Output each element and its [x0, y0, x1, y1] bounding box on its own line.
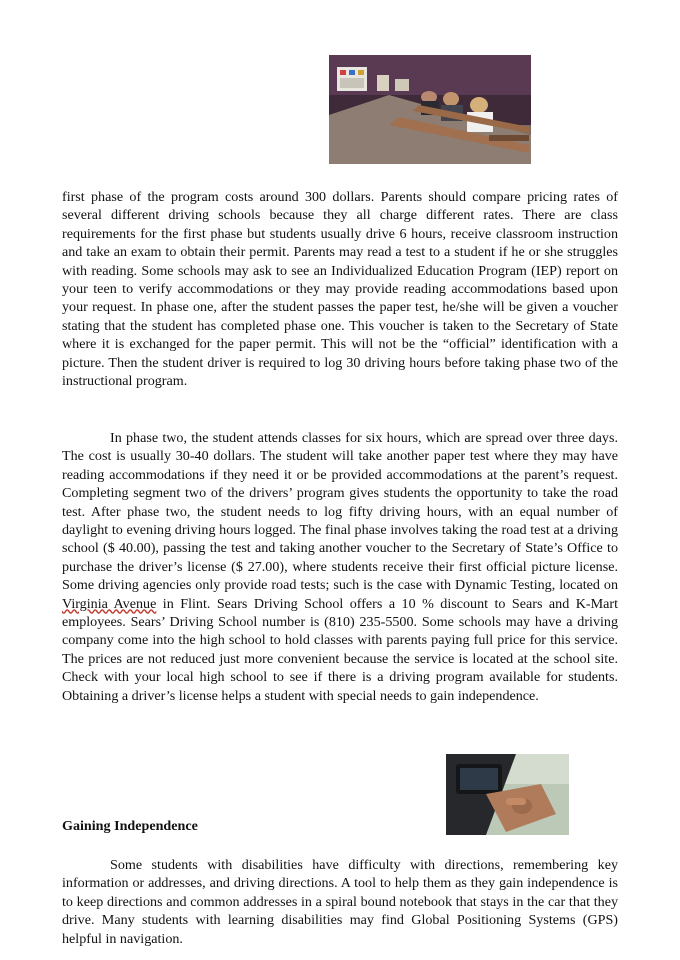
body-paragraph-2	[62, 429, 618, 705]
gps-device-photo	[446, 754, 569, 835]
virginia-avenue-text: Virginia Avenue	[62, 595, 157, 612]
classroom-photo	[329, 55, 531, 164]
paragraph-2-text-a: In phase two, the student attends classes for six hours, which are spread over three days. The cost is usually 30-40 dollars. The student will take another paper test where they may have reading accommodations if they need it or be provided accommodations at the parent’s request. Completing segment two of the drivers’ program gives students the opportunity to take the road test. After phase two, the student needs to log fifty driving hours, with an equal number of daylight to evening driving hours logged. The final phase involves taking the road test at a driving school ($ 40.00), passing the test and taking another voucher to the Secretary of State’s Office to purchase the driver’s license ($ 27.00), where students receive their first official picture license. Some driving agencies only provide road tests; such is the case with Dynamic Testing, located on	[62, 430, 618, 594]
body-paragraph-3: Some students with disabilities have difficulty with directions, remembering key information or addresses, and driving directions. A tool to help them as they gain independence is to keep directions and common addresses in a spiral bound notebook that stays in the car that they drive. Many students with learning disabilities may find Global Positioning Systems (GPS) helpful in navigation.	[62, 857, 618, 947]
paragraph-2-text-b: in Flint. Sears Driving School offers a 10 % discount to Sears and K-Mart employees. Sears’ Driving School number is (810) 235-5500. Some schools may have a driving company come into the high school to hold classes with parents paying full price for this service. The prices are not reduced just more convenient because the service is located at the school site. Check with your local high school to see if there is a driving program available for students. Obtaining a driver’s license helps a student with special needs to gain independence.	[62, 595, 618, 704]
body-paragraph-1: first phase of the program costs around 300 dollars. Parents should compare pricing rates of several different driving schools because they all charge different rates. There are class requirements for the first phase but students usually drive 6 hours, receive classroom instruction and take an exam to obtain their permit. Parents may read a test to a student if he or she struggles with reading. Some schools may ask to see an Individualized Education Program (IEP) report on your teen to verify accommodations or they may provide reading accommodations based upon your request. In phase one, after the student passes the paper test, he/she will be given a voucher stating that the student has completed phase one. This voucher is taken to the Secretary of State where it is exchanged for the paper permit. This will not be the “official” identification with a picture. Then the student driver is required to log 30 driving hours before taking phase two of the instructional program.	[62, 189, 618, 390]
section-heading: Gaining Independence	[62, 818, 198, 834]
